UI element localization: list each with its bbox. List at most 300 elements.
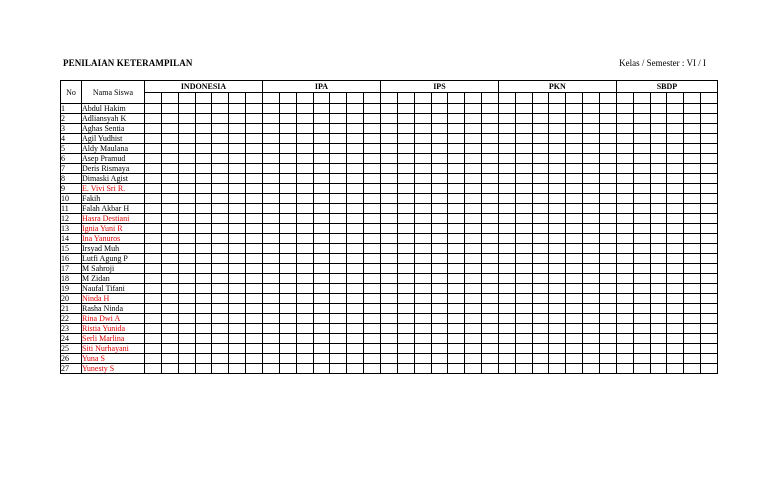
score-cell[interactable] — [431, 144, 448, 154]
score-cell[interactable] — [296, 304, 313, 314]
score-cell[interactable] — [583, 234, 600, 244]
score-cell[interactable] — [212, 214, 229, 224]
score-cell[interactable] — [650, 164, 667, 174]
score-cell[interactable] — [701, 364, 718, 374]
score-cell[interactable] — [633, 224, 650, 234]
score-cell[interactable] — [145, 324, 162, 334]
score-cell[interactable] — [532, 154, 549, 164]
score-cell[interactable] — [633, 164, 650, 174]
score-cell[interactable] — [599, 114, 616, 124]
score-cell[interactable] — [583, 164, 600, 174]
score-cell[interactable] — [684, 144, 701, 154]
score-cell[interactable] — [566, 184, 583, 194]
score-cell[interactable] — [178, 354, 195, 364]
score-cell[interactable] — [145, 344, 162, 354]
score-cell[interactable] — [532, 274, 549, 284]
score-cell[interactable] — [667, 174, 684, 184]
score-cell[interactable] — [279, 184, 296, 194]
score-cell[interactable] — [667, 114, 684, 124]
score-cell[interactable] — [296, 274, 313, 284]
score-cell[interactable] — [532, 244, 549, 254]
score-cell[interactable] — [482, 364, 499, 374]
score-cell[interactable] — [195, 194, 212, 204]
score-cell[interactable] — [667, 134, 684, 144]
score-cell[interactable] — [684, 114, 701, 124]
score-cell[interactable] — [397, 294, 414, 304]
score-cell[interactable] — [633, 104, 650, 114]
score-cell[interactable] — [414, 184, 431, 194]
score-cell[interactable] — [448, 274, 465, 284]
score-cell[interactable] — [616, 264, 633, 274]
score-cell[interactable] — [448, 174, 465, 184]
score-cell[interactable] — [532, 324, 549, 334]
score-cell[interactable] — [667, 354, 684, 364]
score-cell[interactable] — [212, 134, 229, 144]
score-cell[interactable] — [229, 324, 246, 334]
score-cell[interactable] — [633, 254, 650, 264]
score-cell[interactable] — [364, 294, 381, 304]
score-cell[interactable] — [364, 164, 381, 174]
score-cell[interactable] — [161, 334, 178, 344]
score-cell[interactable] — [431, 114, 448, 124]
score-cell[interactable] — [532, 224, 549, 234]
score-cell[interactable] — [498, 104, 515, 114]
score-cell[interactable] — [195, 114, 212, 124]
score-cell[interactable] — [599, 244, 616, 254]
score-cell[interactable] — [583, 274, 600, 284]
score-cell[interactable] — [414, 194, 431, 204]
score-cell[interactable] — [583, 184, 600, 194]
score-cell[interactable] — [599, 214, 616, 224]
score-cell[interactable] — [498, 274, 515, 284]
score-cell[interactable] — [178, 284, 195, 294]
score-cell[interactable] — [650, 104, 667, 114]
score-cell[interactable] — [515, 234, 532, 244]
score-cell[interactable] — [549, 364, 566, 374]
score-cell[interactable] — [667, 124, 684, 134]
score-cell[interactable] — [667, 364, 684, 374]
score-cell[interactable] — [583, 214, 600, 224]
score-cell[interactable] — [161, 124, 178, 134]
score-cell[interactable] — [229, 204, 246, 214]
score-cell[interactable] — [380, 334, 397, 344]
score-cell[interactable] — [262, 254, 279, 264]
score-cell[interactable] — [599, 284, 616, 294]
score-cell[interactable] — [212, 254, 229, 264]
score-cell[interactable] — [650, 304, 667, 314]
score-cell[interactable] — [599, 154, 616, 164]
score-cell[interactable] — [330, 184, 347, 194]
score-cell[interactable] — [414, 304, 431, 314]
score-cell[interactable] — [701, 354, 718, 364]
score-cell[interactable] — [195, 324, 212, 334]
score-cell[interactable] — [229, 114, 246, 124]
score-cell[interactable] — [498, 174, 515, 184]
score-cell[interactable] — [465, 214, 482, 224]
score-cell[interactable] — [566, 234, 583, 244]
score-cell[interactable] — [650, 124, 667, 134]
score-cell[interactable] — [347, 314, 364, 324]
score-cell[interactable] — [414, 364, 431, 374]
score-cell[interactable] — [498, 354, 515, 364]
score-cell[interactable] — [279, 174, 296, 184]
score-cell[interactable] — [498, 204, 515, 214]
score-cell[interactable] — [279, 254, 296, 264]
score-cell[interactable] — [178, 324, 195, 334]
score-cell[interactable] — [262, 164, 279, 174]
score-cell[interactable] — [549, 244, 566, 254]
score-cell[interactable] — [482, 294, 499, 304]
score-cell[interactable] — [296, 124, 313, 134]
score-cell[interactable] — [448, 224, 465, 234]
score-cell[interactable] — [212, 164, 229, 174]
score-cell[interactable] — [279, 154, 296, 164]
score-cell[interactable] — [616, 234, 633, 244]
score-cell[interactable] — [145, 214, 162, 224]
score-cell[interactable] — [330, 224, 347, 234]
score-cell[interactable] — [684, 324, 701, 334]
score-cell[interactable] — [380, 344, 397, 354]
score-cell[interactable] — [701, 194, 718, 204]
score-cell[interactable] — [212, 184, 229, 194]
score-cell[interactable] — [161, 264, 178, 274]
score-cell[interactable] — [549, 294, 566, 304]
score-cell[interactable] — [262, 294, 279, 304]
score-cell[interactable] — [599, 104, 616, 114]
score-cell[interactable] — [161, 184, 178, 194]
score-cell[interactable] — [262, 224, 279, 234]
score-cell[interactable] — [482, 204, 499, 214]
score-cell[interactable] — [583, 104, 600, 114]
score-cell[interactable] — [515, 144, 532, 154]
score-cell[interactable] — [262, 184, 279, 194]
score-cell[interactable] — [465, 334, 482, 344]
score-cell[interactable] — [498, 314, 515, 324]
score-cell[interactable] — [583, 224, 600, 234]
score-cell[interactable] — [178, 334, 195, 344]
score-cell[interactable] — [633, 294, 650, 304]
score-cell[interactable] — [667, 224, 684, 234]
score-cell[interactable] — [397, 104, 414, 114]
score-cell[interactable] — [414, 214, 431, 224]
score-cell[interactable] — [397, 114, 414, 124]
score-cell[interactable] — [178, 124, 195, 134]
score-cell[interactable] — [246, 114, 263, 124]
score-cell[interactable] — [684, 364, 701, 374]
score-cell[interactable] — [195, 154, 212, 164]
score-cell[interactable] — [498, 114, 515, 124]
score-cell[interactable] — [195, 254, 212, 264]
score-cell[interactable] — [448, 314, 465, 324]
score-cell[interactable] — [296, 184, 313, 194]
score-cell[interactable] — [498, 334, 515, 344]
score-cell[interactable] — [515, 334, 532, 344]
score-cell[interactable] — [701, 334, 718, 344]
score-cell[interactable] — [616, 364, 633, 374]
score-cell[interactable] — [431, 224, 448, 234]
score-cell[interactable] — [465, 134, 482, 144]
score-cell[interactable] — [515, 254, 532, 264]
score-cell[interactable] — [616, 224, 633, 234]
score-cell[interactable] — [549, 234, 566, 244]
score-cell[interactable] — [364, 194, 381, 204]
score-cell[interactable] — [465, 194, 482, 204]
score-cell[interactable] — [482, 324, 499, 334]
score-cell[interactable] — [566, 364, 583, 374]
score-cell[interactable] — [448, 114, 465, 124]
score-cell[interactable] — [566, 164, 583, 174]
score-cell[interactable] — [616, 174, 633, 184]
score-cell[interactable] — [684, 244, 701, 254]
score-cell[interactable] — [380, 214, 397, 224]
score-cell[interactable] — [566, 314, 583, 324]
score-cell[interactable] — [195, 264, 212, 274]
score-cell[interactable] — [431, 334, 448, 344]
score-cell[interactable] — [583, 154, 600, 164]
score-cell[interactable] — [566, 104, 583, 114]
score-cell[interactable] — [364, 154, 381, 164]
score-cell[interactable] — [650, 134, 667, 144]
score-cell[interactable] — [313, 344, 330, 354]
score-cell[interactable] — [414, 154, 431, 164]
score-cell[interactable] — [330, 354, 347, 364]
score-cell[interactable] — [279, 284, 296, 294]
score-cell[interactable] — [599, 294, 616, 304]
score-cell[interactable] — [347, 154, 364, 164]
score-cell[interactable] — [414, 334, 431, 344]
score-cell[interactable] — [296, 294, 313, 304]
score-cell[interactable] — [212, 144, 229, 154]
score-cell[interactable] — [279, 164, 296, 174]
score-cell[interactable] — [313, 224, 330, 234]
score-cell[interactable] — [313, 244, 330, 254]
score-cell[interactable] — [599, 124, 616, 134]
score-cell[interactable] — [465, 284, 482, 294]
score-cell[interactable] — [229, 354, 246, 364]
score-cell[interactable] — [296, 154, 313, 164]
score-cell[interactable] — [498, 324, 515, 334]
score-cell[interactable] — [549, 284, 566, 294]
score-cell[interactable] — [414, 244, 431, 254]
score-cell[interactable] — [701, 264, 718, 274]
score-cell[interactable] — [347, 304, 364, 314]
score-cell[interactable] — [684, 274, 701, 284]
score-cell[interactable] — [195, 364, 212, 374]
score-cell[interactable] — [701, 204, 718, 214]
score-cell[interactable] — [414, 284, 431, 294]
score-cell[interactable] — [229, 144, 246, 154]
score-cell[interactable] — [482, 284, 499, 294]
score-cell[interactable] — [515, 114, 532, 124]
score-cell[interactable] — [397, 304, 414, 314]
score-cell[interactable] — [549, 184, 566, 194]
score-cell[interactable] — [599, 304, 616, 314]
score-cell[interactable] — [701, 324, 718, 334]
score-cell[interactable] — [397, 214, 414, 224]
score-cell[interactable] — [414, 144, 431, 154]
score-cell[interactable] — [279, 234, 296, 244]
score-cell[interactable] — [616, 284, 633, 294]
score-cell[interactable] — [380, 284, 397, 294]
score-cell[interactable] — [279, 124, 296, 134]
score-cell[interactable] — [178, 264, 195, 274]
score-cell[interactable] — [667, 254, 684, 264]
score-cell[interactable] — [246, 324, 263, 334]
score-cell[interactable] — [229, 184, 246, 194]
score-cell[interactable] — [296, 224, 313, 234]
score-cell[interactable] — [246, 204, 263, 214]
score-cell[interactable] — [195, 274, 212, 284]
score-cell[interactable] — [397, 264, 414, 274]
score-cell[interactable] — [145, 184, 162, 194]
score-cell[interactable] — [532, 304, 549, 314]
score-cell[interactable] — [262, 214, 279, 224]
score-cell[interactable] — [313, 304, 330, 314]
score-cell[interactable] — [229, 314, 246, 324]
score-cell[interactable] — [616, 144, 633, 154]
score-cell[interactable] — [195, 344, 212, 354]
score-cell[interactable] — [145, 314, 162, 324]
score-cell[interactable] — [633, 214, 650, 224]
score-cell[interactable] — [667, 264, 684, 274]
score-cell[interactable] — [515, 154, 532, 164]
score-cell[interactable] — [364, 314, 381, 324]
score-cell[interactable] — [465, 314, 482, 324]
score-cell[interactable] — [313, 154, 330, 164]
score-cell[interactable] — [246, 344, 263, 354]
score-cell[interactable] — [330, 234, 347, 244]
score-cell[interactable] — [262, 284, 279, 294]
score-cell[interactable] — [178, 274, 195, 284]
score-cell[interactable] — [583, 354, 600, 364]
score-cell[interactable] — [380, 154, 397, 164]
score-cell[interactable] — [431, 364, 448, 374]
score-cell[interactable] — [145, 334, 162, 344]
score-cell[interactable] — [701, 254, 718, 264]
score-cell[interactable] — [667, 324, 684, 334]
score-cell[interactable] — [380, 364, 397, 374]
score-cell[interactable] — [212, 104, 229, 114]
score-cell[interactable] — [296, 354, 313, 364]
score-cell[interactable] — [229, 174, 246, 184]
score-cell[interactable] — [650, 174, 667, 184]
score-cell[interactable] — [515, 364, 532, 374]
score-cell[interactable] — [330, 274, 347, 284]
score-cell[interactable] — [262, 144, 279, 154]
score-cell[interactable] — [549, 194, 566, 204]
score-cell[interactable] — [347, 244, 364, 254]
score-cell[interactable] — [532, 144, 549, 154]
score-cell[interactable] — [650, 194, 667, 204]
score-cell[interactable] — [431, 264, 448, 274]
score-cell[interactable] — [229, 264, 246, 274]
score-cell[interactable] — [279, 214, 296, 224]
score-cell[interactable] — [650, 334, 667, 344]
score-cell[interactable] — [330, 304, 347, 314]
score-cell[interactable] — [701, 344, 718, 354]
score-cell[interactable] — [667, 304, 684, 314]
score-cell[interactable] — [583, 284, 600, 294]
score-cell[interactable] — [465, 204, 482, 214]
score-cell[interactable] — [431, 324, 448, 334]
score-cell[interactable] — [566, 304, 583, 314]
score-cell[interactable] — [465, 234, 482, 244]
score-cell[interactable] — [414, 124, 431, 134]
score-cell[interactable] — [212, 154, 229, 164]
score-cell[interactable] — [431, 284, 448, 294]
score-cell[interactable] — [380, 174, 397, 184]
score-cell[interactable] — [145, 304, 162, 314]
score-cell[interactable] — [347, 104, 364, 114]
score-cell[interactable] — [296, 174, 313, 184]
score-cell[interactable] — [482, 184, 499, 194]
score-cell[interactable] — [532, 214, 549, 224]
score-cell[interactable] — [279, 334, 296, 344]
score-cell[interactable] — [650, 254, 667, 264]
score-cell[interactable] — [482, 354, 499, 364]
score-cell[interactable] — [364, 204, 381, 214]
score-cell[interactable] — [161, 344, 178, 354]
score-cell[interactable] — [431, 154, 448, 164]
score-cell[interactable] — [330, 244, 347, 254]
score-cell[interactable] — [566, 264, 583, 274]
score-cell[interactable] — [633, 174, 650, 184]
score-cell[interactable] — [145, 134, 162, 144]
score-cell[interactable] — [482, 274, 499, 284]
score-cell[interactable] — [229, 214, 246, 224]
score-cell[interactable] — [161, 274, 178, 284]
score-cell[interactable] — [532, 234, 549, 244]
score-cell[interactable] — [515, 324, 532, 334]
score-cell[interactable] — [465, 104, 482, 114]
score-cell[interactable] — [448, 204, 465, 214]
score-cell[interactable] — [650, 274, 667, 284]
score-cell[interactable] — [684, 154, 701, 164]
score-cell[interactable] — [498, 304, 515, 314]
score-cell[interactable] — [161, 214, 178, 224]
score-cell[interactable] — [364, 214, 381, 224]
score-cell[interactable] — [684, 344, 701, 354]
score-cell[interactable] — [549, 114, 566, 124]
score-cell[interactable] — [279, 134, 296, 144]
score-cell[interactable] — [262, 364, 279, 374]
score-cell[interactable] — [397, 174, 414, 184]
score-cell[interactable] — [701, 174, 718, 184]
score-cell[interactable] — [246, 164, 263, 174]
score-cell[interactable] — [347, 164, 364, 174]
score-cell[interactable] — [684, 234, 701, 244]
score-cell[interactable] — [498, 364, 515, 374]
score-cell[interactable] — [330, 344, 347, 354]
score-cell[interactable] — [616, 244, 633, 254]
score-cell[interactable] — [161, 244, 178, 254]
score-cell[interactable] — [599, 164, 616, 174]
score-cell[interactable] — [616, 164, 633, 174]
score-cell[interactable] — [347, 334, 364, 344]
score-cell[interactable] — [229, 344, 246, 354]
score-cell[interactable] — [246, 364, 263, 374]
score-cell[interactable] — [701, 154, 718, 164]
score-cell[interactable] — [397, 284, 414, 294]
score-cell[interactable] — [515, 224, 532, 234]
score-cell[interactable] — [262, 124, 279, 134]
score-cell[interactable] — [380, 184, 397, 194]
score-cell[interactable] — [262, 104, 279, 114]
score-cell[interactable] — [515, 164, 532, 174]
score-cell[interactable] — [633, 324, 650, 334]
score-cell[interactable] — [431, 274, 448, 284]
score-cell[interactable] — [583, 144, 600, 154]
